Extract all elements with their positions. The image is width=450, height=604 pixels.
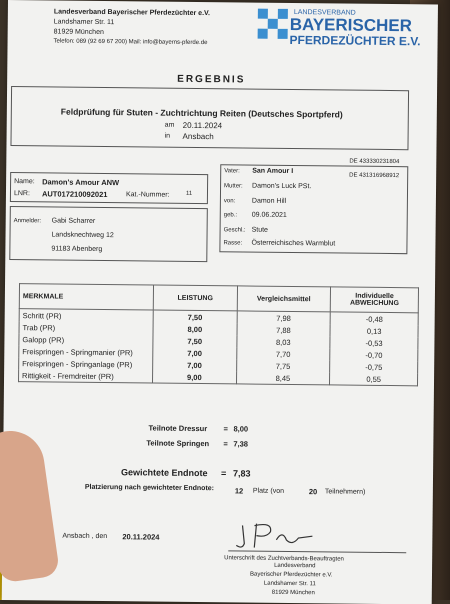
teilnehmer-label: Teilnehmern) bbox=[324, 488, 366, 496]
document-title: ERGEBNIS bbox=[177, 73, 246, 86]
logo-line1: BAYERISCHER bbox=[289, 14, 413, 36]
row-abweichung: -0,70 bbox=[330, 348, 418, 361]
row-mittel: 7,75 bbox=[236, 359, 330, 372]
kat-number: 11 bbox=[185, 190, 193, 197]
org-contact: Telefon: 089 (92 69 67 200) Mail: info@bayerns-pferde.de bbox=[53, 38, 208, 47]
signature-label: Unterschrift des Zuchtverbands-Beauftragten bbox=[224, 555, 344, 563]
row-abweichung: 0,55 bbox=[330, 372, 418, 385]
rasse-label: Rasse: bbox=[223, 240, 243, 247]
birth-date: 09.06.2021 bbox=[251, 211, 287, 219]
row-mittel: 7,88 bbox=[237, 323, 331, 336]
von-label: von: bbox=[223, 198, 236, 205]
org-name: Landesverband Bayerischer Pferdezüchter e.V. bbox=[53, 8, 211, 18]
signature-date: 20.11.2024 bbox=[122, 532, 160, 542]
row-merkmal: Freispringen - Springanlage (PR) bbox=[19, 357, 153, 370]
header-abweichung: Individuelle ABWEICHUNG bbox=[330, 287, 418, 313]
teilnehmer-value: 20 bbox=[308, 487, 318, 497]
row-abweichung: -0,48 bbox=[330, 312, 418, 325]
row-abweichung: 0,13 bbox=[330, 324, 418, 337]
logo-small-text: LANDESVERBAND bbox=[293, 8, 356, 17]
dressur-equals: = bbox=[223, 424, 228, 434]
dressur-value: 8,00 bbox=[233, 424, 249, 434]
vater-name: San Amour I bbox=[252, 167, 294, 175]
von-name: Damon Hill bbox=[251, 197, 287, 205]
row-merkmal: Freispringen - Springmanier (PR) bbox=[19, 345, 153, 358]
mutter-id: DE 431316968912 bbox=[349, 172, 400, 180]
row-abweichung: -0,75 bbox=[330, 360, 418, 373]
logo-line2: PFERDEZÜCHTER E.V. bbox=[289, 32, 421, 49]
row-mittel: 8,45 bbox=[236, 371, 330, 384]
endnote-equals: = bbox=[221, 468, 227, 479]
springen-equals: = bbox=[223, 439, 228, 449]
springen-label: Teilnote Springen bbox=[146, 438, 210, 449]
applicant-label: Anmelder: bbox=[13, 218, 42, 225]
row-leistung: 9,00 bbox=[153, 371, 237, 384]
horse-lnr: AUT017210092021 bbox=[41, 189, 108, 200]
header-merkmale: MERKMALE bbox=[19, 284, 153, 310]
row-merkmal: Schritt (PR) bbox=[19, 309, 153, 323]
org-street: Landshamer Str. 11 bbox=[53, 18, 115, 27]
endnote-label: Gewichtete Endnote bbox=[121, 467, 208, 479]
mutter-name: Damon's Luck PSt. bbox=[252, 182, 312, 191]
row-leistung: 7,00 bbox=[153, 347, 237, 360]
lnr-label: LNR: bbox=[13, 190, 30, 198]
results-table bbox=[18, 283, 419, 386]
stamp-org: Landesverband bbox=[274, 562, 316, 570]
applicant-street: Landsknechtweg 12 bbox=[51, 231, 114, 240]
vater-label: Vater: bbox=[224, 168, 240, 175]
platz-value: 12 bbox=[234, 486, 244, 496]
stamp-org2: Bayerischer Pferdezüchter e.V. bbox=[249, 571, 333, 579]
platz-label: Platzierung nach gewichteter Endnote: bbox=[84, 483, 215, 493]
row-mittel: 7,98 bbox=[237, 311, 331, 324]
springen-value: 7,38 bbox=[233, 439, 249, 449]
handwritten-signature bbox=[232, 517, 322, 552]
stamp-street: Landshamer Str. 11 bbox=[263, 580, 316, 588]
name-label: Name: bbox=[14, 178, 35, 186]
applicant-name: Gabi Scharrer bbox=[51, 217, 96, 225]
row-merkmal: Trab (PR) bbox=[19, 321, 153, 334]
location-label: in bbox=[164, 132, 171, 140]
org-city: 81929 München bbox=[53, 28, 104, 37]
row-mittel: 7,70 bbox=[236, 347, 330, 360]
platz-von-label: Platz (von bbox=[252, 487, 285, 495]
header-vergleichsmittel: Vergleichsmittel bbox=[237, 286, 331, 312]
breed: Österreichisches Warmblut bbox=[251, 239, 336, 248]
signature-line bbox=[228, 550, 406, 553]
exam-location: Ansbach bbox=[182, 131, 214, 142]
kat-label: Kat.-Nummer: bbox=[125, 191, 170, 199]
vater-id: DE 433330231804 bbox=[349, 158, 400, 166]
horse-name: Damon's Amour ANW bbox=[42, 177, 120, 188]
header-leistung: LEISTUNG bbox=[153, 285, 237, 311]
applicant-city: 91183 Abenberg bbox=[51, 245, 103, 254]
row-merkmal: Rittigkeit - Fremdreiter (PR) bbox=[19, 369, 153, 383]
geschl-label: Geschl.: bbox=[223, 227, 246, 234]
row-abweichung: -0,53 bbox=[330, 336, 418, 349]
date-label: am bbox=[164, 121, 175, 129]
gender: Stute bbox=[251, 226, 268, 234]
row-leistung: 7,50 bbox=[153, 335, 237, 348]
exam-title: Feldprüfung für Stuten - Zuchtrichtung Reiten (Deutsches Sportpferd) bbox=[60, 106, 343, 120]
row-leistung: 7,00 bbox=[153, 359, 237, 372]
endnote-value: 7,83 bbox=[233, 468, 251, 479]
row-mittel: 8,03 bbox=[236, 335, 330, 348]
stamp-city: 81929 München bbox=[271, 589, 315, 597]
horse-box bbox=[10, 172, 208, 204]
exam-date: 20.11.2024 bbox=[182, 120, 223, 131]
mutter-label: Mutter: bbox=[224, 183, 243, 190]
row-leistung: 7,50 bbox=[153, 310, 237, 323]
document-sheet bbox=[2, 0, 438, 604]
association-logo bbox=[258, 9, 423, 51]
row-merkmal: Galopp (PR) bbox=[19, 333, 153, 346]
place-date-label: Ansbach , den bbox=[62, 532, 108, 541]
logo-checker-icon bbox=[258, 9, 288, 45]
dressur-label: Teilnote Dressur bbox=[148, 423, 208, 434]
geb-label: geb.: bbox=[223, 212, 238, 219]
row-leistung: 8,00 bbox=[153, 323, 237, 336]
